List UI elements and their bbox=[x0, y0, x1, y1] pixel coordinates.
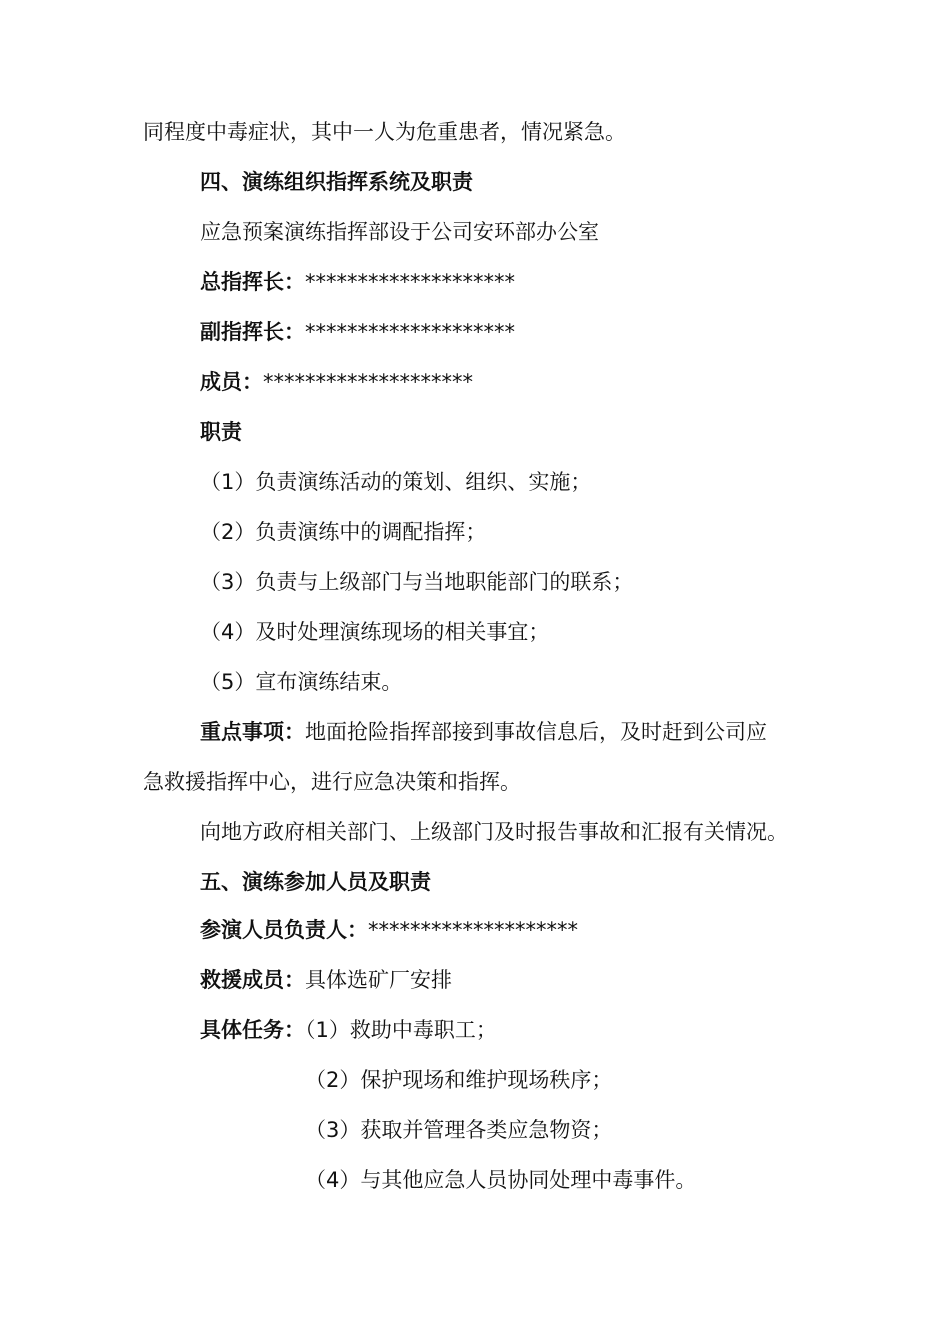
duties-label: 职责 bbox=[200, 420, 242, 444]
deputy-value: ******************** bbox=[305, 320, 515, 344]
duty-item: （5）宣布演练结束。 bbox=[200, 670, 403, 694]
duty-item: （2）负责演练中的调配指挥； bbox=[200, 520, 487, 544]
deputy-label: 副指挥长： bbox=[200, 320, 305, 344]
key-matters-label: 重点事项： bbox=[200, 720, 305, 744]
deputy-row bbox=[200, 316, 515, 348]
continuation-text: 同程度中毒症状，其中一人为危重患者，情况紧急。 bbox=[143, 120, 626, 144]
task-item: （4）与其他应急人员协同处理中毒事件。 bbox=[305, 1168, 697, 1192]
commander-value: ******************** bbox=[305, 270, 515, 294]
duty-item: （1）负责演练活动的策划、组织、实施； bbox=[200, 470, 592, 494]
task-item: （1）救助中毒职工； bbox=[305, 1018, 497, 1042]
continuation-paragraph bbox=[143, 116, 626, 148]
key-matters-text: 地面抢险指挥部接到事故信息后，及时赶到公司应 bbox=[305, 720, 767, 744]
section4-intro: 应急预案演练指挥部设于公司安环部办公室 bbox=[200, 220, 599, 244]
task-item: （2）保护现场和维护现场秩序； bbox=[305, 1068, 613, 1092]
rescue-value: 具体选矿厂安排 bbox=[305, 968, 452, 992]
key-matters-continuation: 急救援指挥中心，进行应急决策和指挥。 bbox=[143, 770, 521, 794]
rescue-label: 救援成员： bbox=[200, 968, 305, 992]
members-label: 成员： bbox=[200, 370, 263, 394]
leader-label: 参演人员负责人： bbox=[200, 918, 368, 942]
report-paragraph: 向地方政府相关部门、上级部门及时报告事故和汇报有关情况。 bbox=[200, 820, 788, 844]
tasks-label: 具体任务： bbox=[200, 1018, 305, 1042]
section5-heading: 五、演练参加人员及职责 bbox=[200, 870, 431, 894]
commander-row bbox=[200, 266, 515, 298]
leader-row bbox=[200, 914, 578, 946]
tasks-row bbox=[200, 1014, 497, 1046]
duty-item: （4）及时处理演练现场的相关事宜； bbox=[200, 620, 550, 644]
commander-label: 总指挥长： bbox=[200, 270, 305, 294]
duty-item: （3）负责与上级部门与当地职能部门的联系； bbox=[200, 570, 634, 594]
members-value: ******************** bbox=[263, 370, 473, 394]
members-row bbox=[200, 366, 473, 398]
section4-heading: 四、演练组织指挥系统及职责 bbox=[200, 170, 473, 194]
leader-value: ******************** bbox=[368, 918, 578, 942]
task-item: （3）获取并管理各类应急物资； bbox=[305, 1118, 613, 1142]
key-matters-row bbox=[200, 716, 767, 748]
rescue-row bbox=[200, 964, 452, 996]
